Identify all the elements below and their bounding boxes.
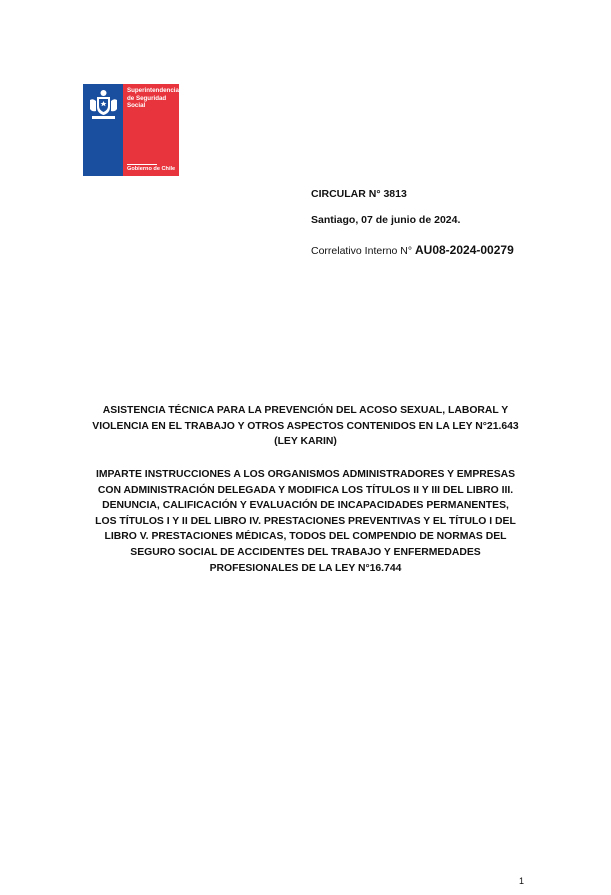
subject-line: DENUNCIA, CALIFICACIÓN Y EVALUACIÓN DE INCAPACIDADES PERMANENTES, (102, 500, 509, 512)
institution-logo (83, 84, 179, 176)
subject-line: PROFESIONALES DE LA LEY N°16.744 (209, 562, 402, 574)
subject-line: LOS TÍTULOS I Y II DEL LIBRO IV. PRESTACIONES PREVENTIVAS Y EL TÍTULO I DEL (95, 515, 516, 527)
title-line: VIOLENCIA EN EL TRABAJO Y OTROS ASPECTOS CONTENIDOS EN LA LEY N°21.643 (92, 420, 519, 432)
chile-coat-of-arms-icon (87, 88, 120, 122)
document-title (60, 403, 551, 450)
title-line: ASISTENCIA TÉCNICA PARA LA PREVENCIÓN DEL ACOSO SEXUAL, LABORAL Y (102, 405, 509, 416)
subject-line: IMPARTE INSTRUCCIONES A LOS ORGANISMOS ADMINISTRADORES Y EMPRESAS (95, 469, 516, 480)
logo-divider (127, 164, 157, 165)
document-subject (60, 467, 551, 576)
subject-line: LIBRO V. PRESTACIONES MÉDICAS, TODOS DEL COMPENDIO DE NORMAS DEL (104, 531, 507, 543)
title-line: (LEY KARIN) (274, 436, 337, 448)
page-number: 1 (519, 876, 525, 886)
internal-reference (311, 243, 514, 257)
internal-reference-code: AU08-2024-00279 (415, 243, 514, 257)
internal-reference-label: Correlativo Interno N° (311, 245, 413, 257)
logo-government: Gobierno de Chile (127, 166, 176, 172)
subject-line: SEGURO SOCIAL DE ACCIDENTES DEL TRABAJO Y ENFERMEDADES (130, 546, 481, 558)
circular-number: CIRCULAR N° 3813 (311, 188, 407, 200)
document-date: Santiago, 07 de junio de 2024. (311, 214, 461, 226)
logo-org-name: Superintendencia de Seguridad Social (127, 87, 179, 110)
subject-line: CON ADMINISTRACIÓN DELEGADA Y MODIFICA LOS TÍTULOS II Y III DEL LIBRO III. (97, 484, 514, 496)
